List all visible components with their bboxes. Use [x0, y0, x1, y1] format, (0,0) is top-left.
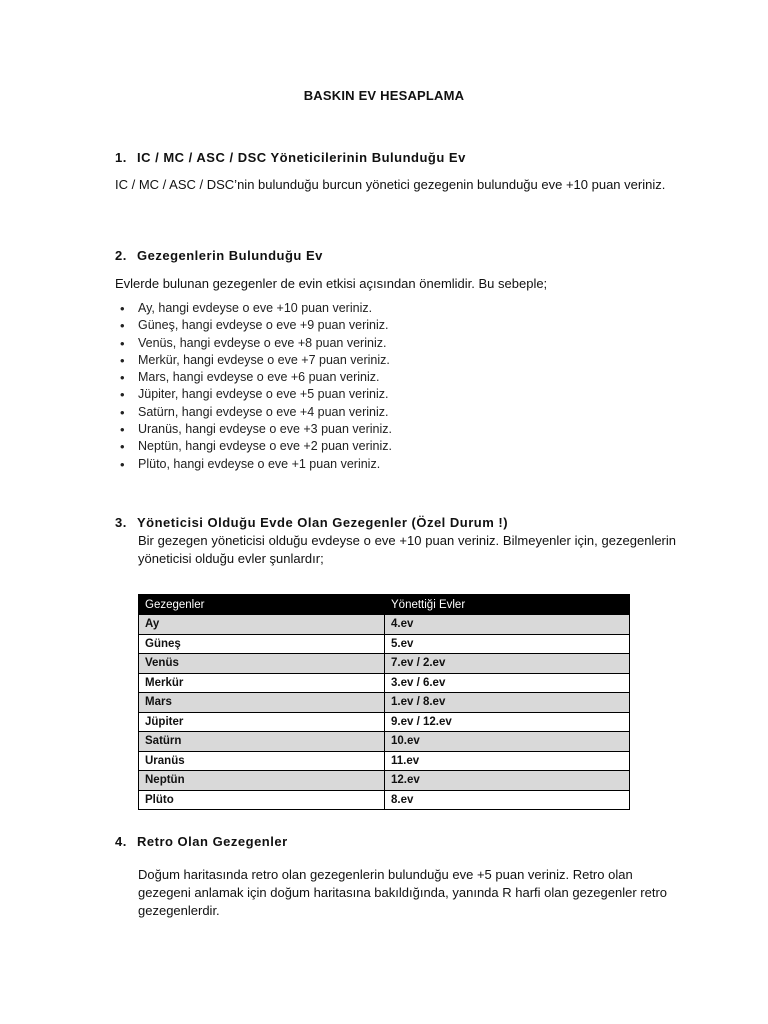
table-row	[139, 732, 630, 752]
list-item: • Satürn, hangi evdeyse o eve +4 puan veriniz.	[115, 404, 675, 421]
list-item: • Venüs, hangi evdeyse o eve +8 puan veriniz.	[115, 335, 675, 352]
planet-cell: Neptün	[139, 771, 385, 791]
house-cell: 9.ev / 12.ev	[385, 712, 630, 732]
planet-cell: Satürn	[139, 732, 385, 752]
document-title: BASKIN EV HESAPLAMA	[303, 88, 465, 103]
section-1-heading	[115, 150, 466, 165]
section-1-title: IC / MC / ASC / DSC Yöneticilerinin Bulunduğu Ev	[137, 150, 466, 165]
column-header-planets: Gezegenler	[139, 595, 385, 615]
section-4-heading	[115, 834, 288, 849]
house-cell: 7.ev / 2.ev	[385, 654, 630, 674]
house-cell: 10.ev	[385, 732, 630, 752]
table-row	[139, 615, 630, 635]
section-3-text: Bir gezegen yöneticisi olduğu evdeyse o eve +10 puan veriniz. Bilmeyenler için, gezegenlerin yöneticisi olduğu evler şunlardır;	[138, 533, 676, 566]
section-4-text: Doğum haritasında retro olan gezegenlerin bulunduğu eve +5 puan veriniz. Retro olan gezegeni anlamak için doğum haritasına bakıldığında, yanında R harfi olan gezegenler retro gezegenlerdir.	[138, 867, 668, 918]
section-1-text: IC / MC / ASC / DSC’nin bulunduğu burcun yönetici gezegenin bulunduğu eve +10 puan veriniz.	[115, 177, 666, 192]
house-cell: 4.ev	[385, 615, 630, 635]
list-item: • Güneş, hangi evdeyse o eve +9 puan veriniz.	[115, 317, 675, 334]
list-item: • Uranüs, hangi evdeyse o eve +3 puan veriniz.	[115, 421, 675, 438]
planet-cell: Uranüs	[139, 751, 385, 771]
house-cell: 8.ev	[385, 790, 630, 810]
section-2-number: 2.	[115, 248, 127, 263]
table-row	[139, 634, 630, 654]
table-row	[139, 751, 630, 771]
section-4-title: Retro Olan Gezegenler	[137, 834, 288, 849]
table-row	[139, 771, 630, 791]
section-2-heading	[115, 248, 323, 263]
house-cell: 11.ev	[385, 751, 630, 771]
list-item: • Merkür, hangi evdeyse o eve +7 puan veriniz.	[115, 352, 675, 369]
table-row	[139, 712, 630, 732]
table-row	[139, 790, 630, 810]
planet-rulers-table	[138, 594, 630, 810]
planet-cell: Plüto	[139, 790, 385, 810]
table-row	[139, 654, 630, 674]
planet-cell: Ay	[139, 615, 385, 635]
section-4-number: 4.	[115, 834, 127, 849]
section-3-title: Yöneticisi Olduğu Evde Olan Gezegenler (Özel Durum !)	[137, 515, 509, 530]
house-cell: 12.ev	[385, 771, 630, 791]
house-cell: 1.ev / 8.ev	[385, 693, 630, 713]
planet-cell: Mars	[139, 693, 385, 713]
section-3-heading	[115, 515, 508, 530]
list-item: • Neptün, hangi evdeyse o eve +2 puan veriniz.	[115, 438, 675, 455]
section-2-title: Gezegenlerin Bulunduğu Ev	[137, 248, 323, 263]
list-item: • Jüpiter, hangi evdeyse o eve +5 puan veriniz.	[115, 386, 675, 403]
planet-points-list	[115, 300, 675, 473]
table-row	[139, 673, 630, 693]
planet-cell: Güneş	[139, 634, 385, 654]
house-cell: 3.ev / 6.ev	[385, 673, 630, 693]
planet-cell: Merkür	[139, 673, 385, 693]
planet-cell: Venüs	[139, 654, 385, 674]
list-item: • Plüto, hangi evdeyse o eve +1 puan veriniz.	[115, 456, 675, 473]
column-header-ruled-houses: Yönettiği Evler	[385, 595, 630, 615]
house-cell: 5.ev	[385, 634, 630, 654]
section-1-number: 1.	[115, 150, 127, 165]
section-2-text: Evlerde bulunan gezegenler de evin etkisi açısından önemlidir. Bu sebeple;	[115, 276, 548, 291]
table-header-row	[139, 595, 630, 615]
section-3-number: 3.	[115, 515, 127, 530]
list-item: • Ay, hangi evdeyse o eve +10 puan veriniz.	[115, 300, 675, 317]
planet-cell: Jüpiter	[139, 712, 385, 732]
table-row	[139, 693, 630, 713]
list-item: • Mars, hangi evdeyse o eve +6 puan veriniz.	[115, 369, 675, 386]
